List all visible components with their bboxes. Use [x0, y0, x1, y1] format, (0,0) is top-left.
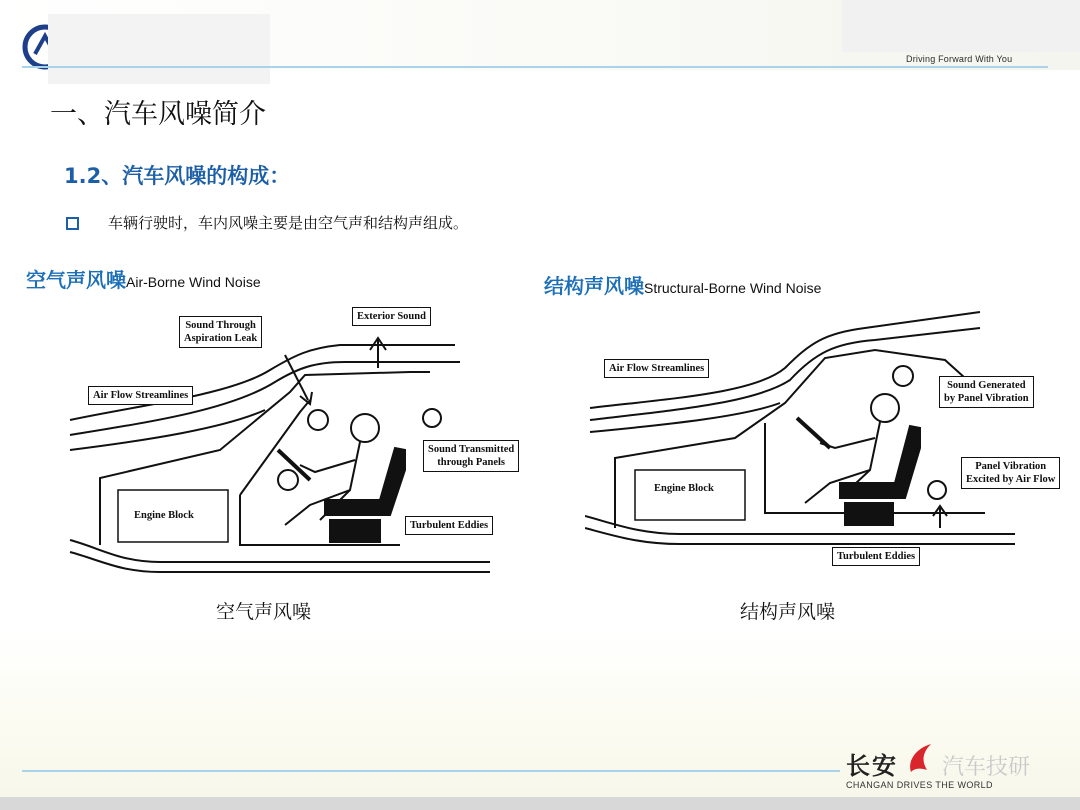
windshield	[240, 400, 310, 495]
sound-icon-1	[308, 410, 328, 430]
sound-icon-3	[278, 470, 298, 490]
driver-head	[351, 414, 379, 442]
box-panel-vibration	[961, 457, 1060, 489]
steering-wheel	[278, 450, 310, 480]
box-exterior-sound: Exterior Sound	[352, 307, 431, 326]
box-air-flow-right: Air Flow Streamlines	[604, 359, 709, 378]
label-engine-block-right: Engine Block	[654, 483, 714, 494]
left-diagram-label	[26, 264, 261, 293]
box-sound-through-l2: Aspiration Leak	[184, 333, 258, 344]
box-panel-vibration-l2: Excited by Air Flow	[966, 474, 1056, 485]
steering-wheel	[797, 418, 830, 448]
sound-icon-1	[893, 366, 913, 386]
bullet-text: 车辆行驶时，车内风噪主要是由空气声和结构声组成。	[108, 214, 469, 232]
driver-head	[871, 394, 899, 422]
brand-english-slogan: CHANGAN DRIVES THE WORLD	[846, 780, 993, 790]
box-sound-generated-l1: Sound Generated	[947, 380, 1026, 391]
box-sound-transmitted-l1: Sound Transmitted	[428, 444, 515, 455]
seat	[325, 448, 405, 515]
footer-rule	[22, 770, 840, 772]
right-caption: 结构声风噪	[740, 601, 836, 623]
logo-cover-block	[48, 14, 270, 84]
right-label-en: Structural-Borne Wind Noise	[644, 280, 822, 296]
seat-base	[845, 503, 893, 525]
box-sound-generated-l2: by Panel Vibration	[944, 393, 1029, 404]
panel-arrow	[933, 506, 947, 528]
seat-base	[330, 520, 380, 542]
box-turbulent-right: Turbulent Eddies	[832, 547, 920, 566]
right-label-cn: 结构声风噪	[544, 274, 644, 298]
aspiration-arrow	[285, 355, 312, 404]
box-air-flow-left: Air Flow Streamlines	[88, 386, 193, 405]
box-sound-through-l1: Sound Through	[185, 320, 256, 331]
label-engine-block-left: Engine Block	[134, 510, 194, 521]
section-title: 1.2、汽车风噪的构成：	[64, 164, 291, 188]
watermark-text: 汽车技研	[942, 755, 1031, 780]
page-title: 一、汽车风噪简介	[50, 99, 266, 130]
header-tagline: Driving Forward With You	[906, 54, 1013, 64]
square-bullet-icon	[66, 217, 79, 230]
header-cover-block	[842, 0, 1080, 52]
road-line-1	[70, 540, 490, 562]
exterior-arrow	[370, 338, 386, 368]
brand-swirl-icon	[903, 738, 939, 778]
left-label-cn: 空气声风噪	[26, 268, 126, 292]
footer-bar	[0, 797, 1080, 810]
left-caption: 空气声风噪	[216, 601, 312, 623]
box-sound-transmitted-l2: through Panels	[437, 457, 506, 468]
sound-icon-2	[928, 481, 946, 499]
box-panel-vibration-l1: Panel Vibration	[975, 461, 1047, 472]
car-floor	[765, 423, 985, 513]
box-turbulent-left: Turbulent Eddies	[405, 516, 493, 535]
sound-icon-2	[423, 409, 441, 427]
right-diagram-label	[544, 270, 821, 299]
road-line-2	[585, 528, 1015, 544]
brand-chinese-name: 长安	[846, 752, 898, 780]
box-sound-through	[179, 316, 262, 348]
box-sound-transmitted	[423, 440, 519, 472]
box-sound-generated	[939, 376, 1034, 408]
left-label-en: Air-Borne Wind Noise	[126, 274, 261, 290]
header-rule	[22, 66, 1048, 68]
streamline-1	[70, 345, 455, 420]
structural-borne-noise-diagram	[585, 298, 1035, 583]
